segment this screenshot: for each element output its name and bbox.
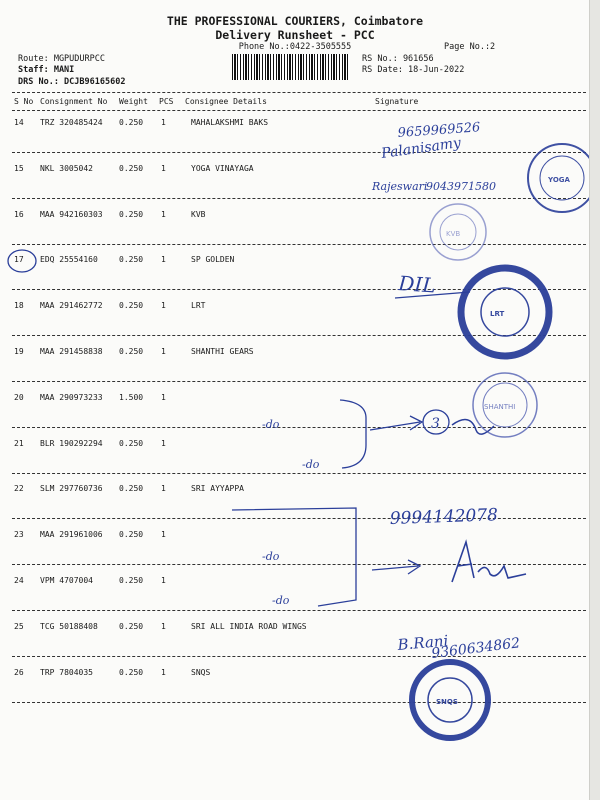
svg-text:KVB: KVB [446, 230, 461, 238]
row-weight: 0.250 [119, 210, 144, 219]
row-details: YOGA VINAYAGA [191, 164, 254, 173]
sig20-count: 3 [431, 416, 440, 432]
row-weight: 0.250 [119, 668, 144, 677]
row-sno: 19 [14, 347, 24, 356]
row-sno: 17 [14, 255, 24, 264]
sig21-ditto: -do [302, 458, 320, 471]
row-sno: 21 [14, 439, 24, 448]
document-title: Delivery Runsheet - PCC [215, 28, 375, 42]
row-pcs: 1 [161, 347, 166, 356]
row-sno: 14 [14, 118, 24, 127]
row-weight: 0.250 [119, 347, 144, 356]
row-details: SRI AYYAPPA [191, 484, 244, 493]
row-weight: 0.250 [119, 439, 144, 448]
row-weight: 0.250 [119, 118, 144, 127]
stamp-shanthi [473, 373, 537, 437]
sig15-name: Rajeswari [372, 180, 428, 193]
row-weight: 0.250 [119, 530, 144, 539]
row-pcs: 1 [161, 622, 166, 631]
row-pcs: 1 [161, 530, 166, 539]
row-pcs: 1 [161, 576, 166, 585]
rs-date: RS Date: 18-Jun-2022 [362, 65, 465, 75]
row-pcs: 1 [161, 118, 166, 127]
sig14-number: 9659969526 [397, 120, 481, 141]
col-sno: S No [14, 97, 34, 106]
row-weight: 0.250 [119, 164, 144, 173]
row-cons: EDQ 25554160 [40, 255, 98, 264]
row-cons: MAA 942160303 [40, 210, 103, 219]
sig23-ditto: -do [262, 550, 280, 563]
col-signature: Signature [375, 97, 419, 106]
row-weight: 0.250 [119, 622, 144, 631]
rs-number: RS No.: 961656 [362, 54, 434, 64]
page-edge [589, 0, 600, 800]
row-weight: 1.500 [119, 393, 144, 402]
sig25-number: 9360634862 [430, 635, 521, 662]
stamp-kvb [430, 204, 486, 260]
row-sno: 16 [14, 210, 24, 219]
stamp-yoga-vinayaga [528, 144, 590, 212]
row-pcs: 1 [161, 668, 166, 677]
sig25-name: B.Rani [396, 631, 449, 654]
col-pcs: PCS [159, 97, 174, 106]
sig14-name: Palanisamy [380, 134, 462, 162]
svg-text:YOGA: YOGA [548, 176, 570, 184]
row-details: SHANTHI GEARS [191, 347, 254, 356]
col-consignment: Consignment No [40, 97, 108, 106]
row-cons: MAA 290973233 [40, 393, 103, 402]
stamp-lakshmi [461, 268, 549, 356]
row-cons: BLR 190292294 [40, 439, 103, 448]
row-sno: 25 [14, 622, 24, 631]
row-pcs: 1 [161, 301, 166, 310]
row-pcs: 1 [161, 393, 166, 402]
row-pcs: 1 [161, 164, 166, 173]
row-details: SNQS [191, 668, 211, 677]
row-pcs: 1 [161, 439, 166, 448]
svg-text:SNQS: SNQS [436, 698, 458, 706]
svg-text:SHANTHI: SHANTHI [484, 403, 516, 411]
row-weight: 0.250 [119, 576, 144, 585]
row-pcs: 1 [161, 484, 166, 493]
row-weight: 0.250 [119, 484, 144, 493]
row-cons: VPM 4707004 [40, 576, 93, 585]
col-consignee: Consignee Details [185, 97, 267, 106]
row-sno: 15 [14, 164, 24, 173]
page-number: Page No.:2 [444, 42, 496, 52]
sig22-number: 9994142078 [389, 505, 499, 529]
sig15-number: 9043971580 [426, 180, 496, 193]
row-pcs: 1 [161, 255, 166, 264]
row-details: LRT [191, 301, 206, 310]
sig17: DIL [397, 271, 437, 298]
row-sno: 22 [14, 484, 24, 493]
drs-number: DRS No.: DCJB96165602 [18, 77, 126, 87]
col-weight: Weight [119, 97, 148, 106]
stamp-snqs [412, 662, 488, 738]
sig20-ditto: -do [262, 418, 280, 431]
row-weight: 0.250 [119, 255, 144, 264]
row-sno: 23 [14, 530, 24, 539]
row-details: KVB [191, 210, 206, 219]
row-details: SP GOLDEN [191, 255, 235, 264]
row-cons: TRZ 320485424 [40, 118, 103, 127]
row-sno: 24 [14, 576, 24, 585]
row-cons: MAA 291458838 [40, 347, 103, 356]
row-sno: 26 [14, 668, 24, 677]
row-cons: SLM 297760736 [40, 484, 103, 493]
route: Route: MGPUDURPCC [18, 54, 105, 64]
row-cons: TRP 7804035 [40, 668, 93, 677]
row-cons: TCG 50188408 [40, 622, 98, 631]
phone-number: Phone No.:0422-3505555 [238, 42, 352, 52]
row-weight: 0.250 [119, 301, 144, 310]
row-pcs: 1 [161, 210, 166, 219]
sig24-ditto: -do [272, 594, 290, 607]
sno17-circle-mark [8, 250, 36, 272]
company-title: THE PROFESSIONAL COURIERS, Coimbatore [166, 14, 424, 28]
row-sno: 20 [14, 393, 24, 402]
row-cons: NKL 3005042 [40, 164, 93, 173]
staff: Staff: MANI [18, 65, 75, 75]
row-details: SRI ALL INDIA ROAD WINGS [191, 622, 307, 631]
row-cons: MAA 291462772 [40, 301, 103, 310]
row-sno: 18 [14, 301, 24, 310]
row-details: MAHALAKSHMI BAKS [191, 118, 269, 127]
svg-text:LRT: LRT [490, 310, 505, 318]
row-cons: MAA 291961006 [40, 530, 103, 539]
